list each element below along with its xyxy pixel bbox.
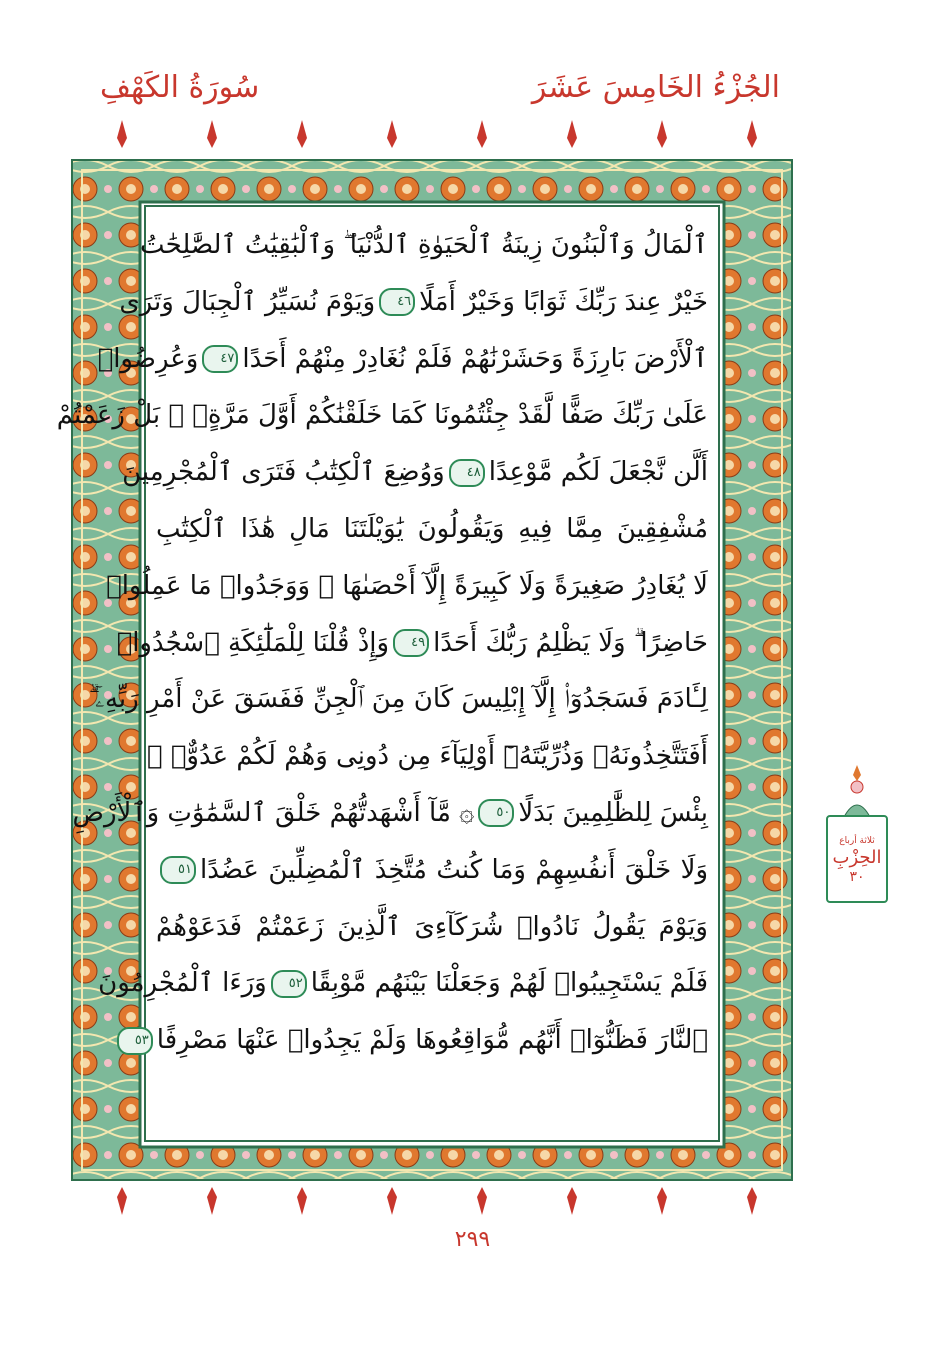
verse-text-after: وَيَوْمَ نُسَيِّرُ ٱلْجِبَالَ وَتَرَى <box>119 286 376 317</box>
hizb-ornament-icon <box>842 765 872 817</box>
verse-number-marker: ٥٢ <box>271 970 307 998</box>
verse-text: فَلَمْ يَسْتَجِيبُوا۟ لَهُمْ وَجَعَلْنَا بَيْنَهُم مَّوْبِقًا <box>310 968 708 999</box>
verse-number-marker: ٤٩ <box>393 629 429 657</box>
verse-line <box>122 444 708 501</box>
verse-number-marker: ٤٧ <box>202 345 238 373</box>
verse-number-marker: ٥٠ <box>478 799 514 827</box>
hizb-quarter: ثلاثة أرباع <box>839 836 875 846</box>
verse-text: أَفَتَتَّخِذُونَهُۥ وَذُرِّيَّتَهُۥٓ أَوْلِيَآءَ مِن دُونِى وَهُمْ لَكُمْ عَدُوٌّۢ ۚ <box>146 741 708 772</box>
verse-line <box>119 274 708 331</box>
verses <box>56 217 708 1130</box>
verse-line <box>140 217 708 274</box>
verse-line <box>156 899 708 956</box>
verses-panel <box>56 205 720 1142</box>
verse-text: وَلَا خَلْقَ أَنفُسِهِمْ وَمَا كُنتُ مُتَّخِذَ ٱلْمُضِلِّينَ عَضُدًا <box>200 854 708 885</box>
hizb-number: ٣٠ <box>849 869 865 885</box>
verse-line <box>72 785 708 842</box>
verse-text-after: وَوُضِعَ ٱلْكِتَٰبُ فَتَرَى ٱلْمُجْرِمِينَ <box>122 457 445 488</box>
verse-text: مُشْفِقِينَ مِمَّا فِيهِ وَيَقُولُونَ يَٰوَيْلَتَنَا مَالِ هَٰذَا ٱلْكِتَٰبِ <box>156 513 708 544</box>
verse-text: خَيْرٌ عِندَ رَبِّكَ ثَوَابًا وَخَيْرٌ أَمَلًا <box>419 286 708 317</box>
verse-line <box>156 842 708 899</box>
verse-text-after: وَإِذْ قُلْنَا لِلْمَلَٰٓئِكَةِ ٱسْجُدُوا۟ <box>116 627 390 658</box>
verse-line <box>116 615 708 672</box>
verse-text: أَلَّن نَّجْعَلَ لَكُم مَّوْعِدًا <box>488 457 708 488</box>
verse-text-after: وَعُرِضُوا۟ <box>97 343 199 374</box>
hizb-marker <box>826 815 888 903</box>
surah-title: سُورَةُ الكَهْفِ <box>100 70 260 105</box>
verse-line <box>106 558 708 615</box>
page-number: ٢٩٩ <box>454 1227 491 1252</box>
verse-text: عَلَىٰ رَبِّكَ صَفًّا لَّقَدْ جِئْتُمُونَا كَمَا خَلَقْنَٰكُمْ أَوَّلَ مَرَّةٍۭ ۚ بَلْ زَعَمْتُمْ <box>56 400 708 431</box>
verse-text-after: وَرَءَا ٱلْمُجْرِمُونَ <box>98 968 267 999</box>
verse-text: لِـَٔادَمَ فَسَجَدُوٓا۟ إِلَّآ إِبْلِيسَ كَانَ مِنَ ٱلْجِنِّ فَفَسَقَ عَنْ أَمْرِ رَبِّهِۦٓ ۗ <box>88 684 708 715</box>
verse-text: ٱلنَّارَ فَظَنُّوٓا۟ أَنَّهُم مُّوَاقِعُوهَا وَلَمْ يَجِدُوا۟ عَنْهَا مَصْرِفًا <box>156 1025 708 1056</box>
verse-line <box>156 501 708 558</box>
verse-text: ٱلْأَرْضَ بَارِزَةً وَحَشَرْنَٰهُمْ فَلَمْ نُغَادِرْ مِنْهُمْ أَحَدًا <box>242 343 708 374</box>
verse-number-marker: ٤٨ <box>449 459 485 487</box>
verse-text: لَا يُغَادِرُ صَغِيرَةً وَلَا كَبِيرَةً إِلَّآ أَحْصَىٰهَا ۚ وَوَجَدُوا۟ مَا عَمِلُوا۟ <box>106 570 708 601</box>
verse-text: وَيَوْمَ يَقُولُ نَادُوا۟ شُرَكَآءِىَ ٱلَّذِينَ زَعَمْتُمْ فَدَعَوْهُمْ <box>156 911 708 942</box>
verse-line <box>98 955 708 1012</box>
verse-line <box>88 671 708 728</box>
verse-text: بِئْسَ لِلظَّٰلِمِينَ بَدَلًا <box>518 797 708 828</box>
verse-text: ٱلْمَالُ وَٱلْبَنُونَ زِينَةُ ٱلْحَيَوٰةِ ٱلدُّنْيَا ۖ وَٱلْبَٰقِيَٰتُ ٱلصَّٰلِحَٰتُ <box>140 230 708 260</box>
verse-number-marker: ٤٦ <box>379 288 415 316</box>
hizb-label: الحِزْبِ <box>832 847 882 868</box>
verse-text: حَاضِرًا ۗ وَلَا يَظْلِمُ رَبُّكَ أَحَدًا <box>433 627 708 658</box>
verse-line <box>134 1012 708 1069</box>
verse-number-marker: ٥١ <box>160 856 196 884</box>
verse-number-marker: ٥٣ <box>117 1027 153 1055</box>
juz-title: الجُزْءُ الخَامِسَ عَشَرَ <box>531 70 780 105</box>
verse-line <box>97 331 708 388</box>
verse-text-after: ۞ مَّآ أَشْهَدتُّهُمْ خَلْقَ ٱلسَّمَٰوَٰتِ وَٱلْأَرْضِ <box>72 797 475 828</box>
verse-line <box>56 387 708 444</box>
verse-line <box>146 728 708 785</box>
